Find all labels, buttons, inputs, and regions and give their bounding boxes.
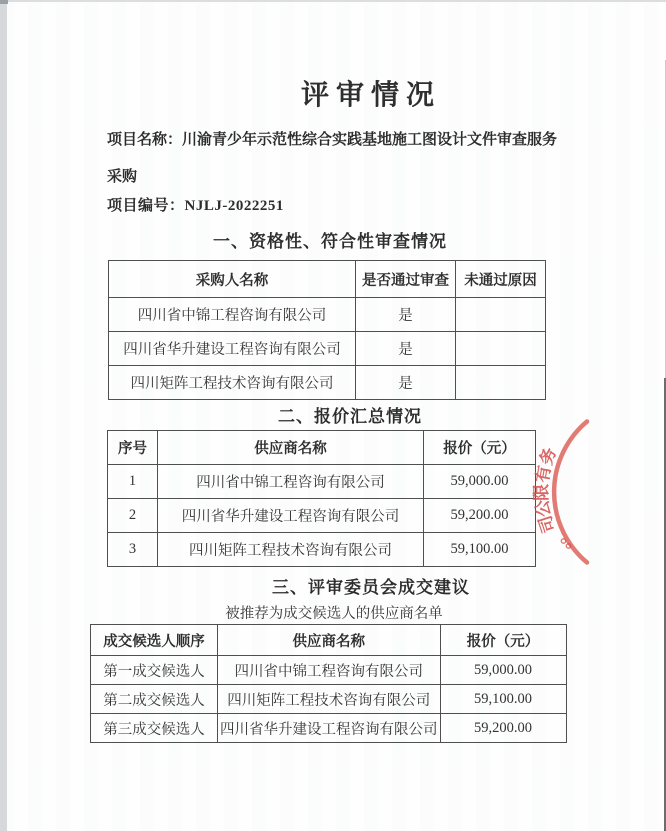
index-cell: 1 xyxy=(108,465,158,499)
price-cell: 59,200.00 xyxy=(440,714,566,743)
supplier-name-cell: 四川矩阵工程技术咨询有限公司 xyxy=(109,366,356,400)
table-row xyxy=(108,533,536,567)
document-title: 评审情况 xyxy=(300,80,442,111)
column-header: 成交候选人顺序 xyxy=(91,625,218,656)
column-header: 供应商名称 xyxy=(218,625,441,656)
supplier-name-cell: 四川省中锦工程咨询有限公司 xyxy=(158,465,424,499)
index-cell: 2 xyxy=(108,499,158,533)
price-cell: 59,200.00 xyxy=(424,499,536,533)
column-header: 报价（元） xyxy=(424,431,536,465)
pass-cell: 是 xyxy=(356,298,456,332)
column-header: 报价（元） xyxy=(440,625,566,656)
candidate-rank-cell: 第二成交候选人 xyxy=(91,685,218,714)
scan-top-edge xyxy=(0,0,666,2)
pass-cell: 是 xyxy=(356,332,456,366)
seal-ring-arc xyxy=(554,422,587,563)
column-header: 序号 xyxy=(108,431,158,465)
index-cell: 3 xyxy=(108,533,158,567)
project-name-line2: 采购 xyxy=(107,169,138,185)
supplier-name-cell: 四川省华升建设工程咨询有限公司 xyxy=(158,499,424,533)
column-header: 供应商名称 xyxy=(158,431,424,465)
table-row xyxy=(91,685,567,714)
column-header: 采购人名称 xyxy=(109,261,356,298)
candidate-recommendation-table xyxy=(90,624,567,743)
table-row xyxy=(109,298,546,332)
section2-heading: 二、报价汇总情况 xyxy=(278,407,422,426)
qualification-review-table xyxy=(108,260,546,400)
seal-dot xyxy=(561,539,565,543)
table-header-row xyxy=(91,625,567,656)
section3-subheading: 被推荐为成交候选人的供应商名单 xyxy=(225,606,443,622)
table-row xyxy=(91,714,567,743)
section1-heading: 一、资格性、符合性审查情况 xyxy=(213,232,447,251)
scan-corner-artifact xyxy=(0,0,8,4)
project-name-line1: 项目名称：川渝青少年示范性综合实践基地施工图设计文件审查服务 xyxy=(107,132,558,148)
supplier-name-cell: 四川矩阵工程技术咨询有限公司 xyxy=(218,685,441,714)
project-number: 项目编号：NJLJ-2022251 xyxy=(107,198,284,214)
seal-char: 有 xyxy=(532,463,555,485)
price-cell: 59,000.00 xyxy=(440,656,566,685)
seal-dot xyxy=(566,544,570,548)
fail-reason-cell xyxy=(456,298,546,332)
seal-char: 司 xyxy=(535,513,559,536)
pass-cell: 是 xyxy=(356,366,456,400)
seal-char: 限 xyxy=(532,483,551,501)
table-header-row xyxy=(109,261,546,298)
table-row xyxy=(108,465,536,499)
quote-summary-table xyxy=(107,430,536,567)
column-header: 未通过原因 xyxy=(456,261,546,298)
table-row xyxy=(91,656,567,685)
table-row xyxy=(109,366,546,400)
supplier-name-cell: 四川省中锦工程咨询有限公司 xyxy=(218,656,441,685)
seal-char: 公 xyxy=(532,498,555,519)
price-cell: 59,100.00 xyxy=(440,685,566,714)
fail-reason-cell xyxy=(456,332,546,366)
section3-heading: 三、评审委员会成交建议 xyxy=(272,578,470,597)
supplier-name-cell: 四川省中锦工程咨询有限公司 xyxy=(109,298,356,332)
column-header: 是否通过审查 xyxy=(356,261,456,298)
candidate-rank-cell: 第三成交候选人 xyxy=(91,714,218,743)
seal-char: 务 xyxy=(536,445,561,468)
supplier-name-cell: 四川省华升建设工程咨询有限公司 xyxy=(109,332,356,366)
supplier-name-cell: 四川省华升建设工程咨询有限公司 xyxy=(218,714,441,743)
price-cell: 59,000.00 xyxy=(424,465,536,499)
table-row xyxy=(108,499,536,533)
candidate-rank-cell: 第一成交候选人 xyxy=(91,656,218,685)
table-header-row xyxy=(108,431,536,465)
scan-left-edge xyxy=(0,0,7,831)
fail-reason-cell xyxy=(456,366,546,400)
supplier-name-cell: 四川矩阵工程技术咨询有限公司 xyxy=(158,533,424,567)
table-row xyxy=(109,332,546,366)
price-cell: 59,100.00 xyxy=(424,533,536,567)
